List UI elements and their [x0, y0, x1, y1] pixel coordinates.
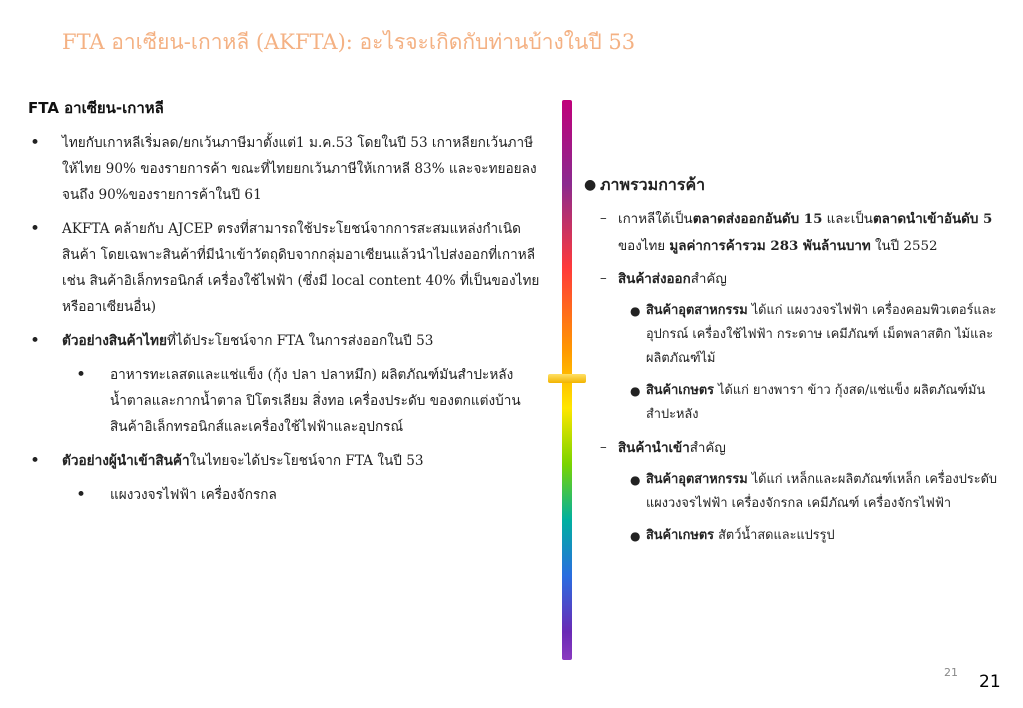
bullet-item [28, 328, 548, 354]
level3-text: ได้แก่ แผงวงจรไฟฟ้า เครื่องคอมพิวเตอร์และอุปกรณ์ เครื่องใช้ไฟฟ้า กระดาษ เคมีภัณฑ์ เม็ดพลาสติก ไม้และผลิตภัณฑ์ไม้ [646, 303, 997, 366]
slide-title: FTA อาเซียน-เกาหลี (AKFTA): อะไรจะเกิดกับท่านบ้างในปี 53 [62, 30, 636, 54]
level3-bold-text: สินค้าอุตสาหกรรม [646, 303, 748, 318]
dash-text: และเป็น [822, 212, 873, 227]
bullet-text: ในไทยจะได้ประโยชน์จาก FTA ในปี 53 [189, 453, 424, 469]
bullet-item [28, 216, 548, 320]
left-column [28, 96, 548, 516]
bullet-icon: • [30, 451, 41, 471]
dash-icon: – [600, 440, 607, 455]
level3-item [584, 299, 1004, 371]
dash-icon: – [600, 271, 607, 286]
bullet-icon: • [30, 219, 41, 239]
level3-item [584, 379, 1004, 427]
dash-text: ของไทย [618, 239, 670, 254]
level3-bold-text: สินค้าเกษตร [646, 528, 715, 543]
bullet-item [28, 448, 548, 474]
dash-text: ในปี 2552 [870, 239, 938, 254]
sub-bullet-item [28, 362, 548, 440]
dash-item [584, 435, 1004, 462]
dash-bold-text: ตลาดนำเข้าอันดับ 5 [872, 211, 993, 227]
dash-icon: – [600, 211, 607, 226]
dash-item [584, 206, 1004, 260]
level3-text: ได้แก่ ยางพารา ข้าว กุ้งสด/แช่แข็ง ผลิตภัณฑ์มันสำปะหลัง [646, 383, 986, 422]
bullet-text: ที่ได้ประโยชน์จาก FTA ในการส่งออกในปี 53 [166, 333, 434, 349]
bullet-bold-text: ตัวอย่างผู้นำเข้าสินค้า [62, 453, 190, 469]
dash-bold-text: สินค้านำเข้า [618, 440, 690, 456]
bullet-icon: ● [630, 304, 641, 318]
dash-text: สำคัญ [689, 441, 726, 456]
dash-text: เกาหลีใต้เป็น [618, 212, 693, 227]
bullet-item [28, 130, 548, 208]
sub-bullet-text: แผงวงจรไฟฟ้า เครื่องจักรกล [110, 487, 277, 503]
dash-item [584, 266, 1004, 293]
bullet-icon: • [76, 365, 87, 385]
right-heading-text: ภาพรวมการค้า [600, 175, 706, 194]
right-heading [584, 170, 1004, 200]
level3-text: สัตว์น้ำสดและแปรรูป [714, 528, 835, 543]
bullet-text: AKFTA คล้ายกับ AJCEP ตรงที่สามารถใช้ประโยชน์จากการสะสมแหล่งกำเนิดสินค้า โดยเฉพาะสินค้าที่มีนำเข้าวัตถุดิบจากกลุ่มอาเซียนแล้วนำไปส่งออกที่เกาหลี เช่น สินค้าอิเล็กทรอนิกส์ เครื่องใช้ไฟฟ้า (ซึ่งมี local content 40% ที่เป็นของไทยหรืออาเซียนอื่น) [62, 221, 540, 315]
sub-bullet-text: อาหารทะเลสดและแช่แข็ง (กุ้ง ปลา ปลาหมึก) ผลิตภัณฑ์มันสำปะหลัง น้ำตาลและกากน้ำตาล ปิโตรเลียม สิ่งทอ เครื่องประดับ ของตกแต่งบ้าน สินค้าอิเล็กทรอนิกส์และเครื่องใช้ไฟฟ้าและอุปกรณ์ [110, 367, 521, 435]
bullet-icon: ● [630, 529, 641, 543]
dash-text: สำคัญ [690, 272, 727, 287]
level3-item [584, 524, 1004, 548]
right-column [584, 170, 1004, 556]
bullet-text: ไทยกับเกาหลีเริ่มลด/ยกเว้นภาษีมาตั้งแต่1 ม.ค.53 โดยในปี 53 เกาหลียกเว้นภาษีให้ไทย 90% ของรายการค้า ขณะที่ไทยยกเว้นภาษีให้เกาหลี 83% และจะทยอยลงจนถึง 90%ของรายการค้าในปี 61 [62, 135, 537, 203]
page-number-small: 21 [944, 666, 958, 679]
level3-text: ได้แก่ เหล็กและผลิตภัณฑ์เหล็ก เครื่องประดับ แผงวงจรไฟฟ้า เครื่องจักรกล เคมีภัณฑ์ เครื่องจักรไฟฟ้า [646, 472, 998, 511]
bullet-icon: ● [584, 177, 597, 193]
level3-bold-text: สินค้าอุตสาหกรรม [646, 472, 748, 487]
section-heading: FTA อาเซียน-เกาหลี [28, 99, 164, 117]
bullet-icon: • [30, 331, 41, 351]
bullet-icon: • [30, 133, 41, 153]
dash-bold-text: สินค้าส่งออก [618, 271, 691, 287]
page-number: 21 [979, 672, 1001, 692]
level3-bold-text: สินค้าเกษตร [646, 383, 715, 398]
bullet-icon: ● [630, 473, 641, 487]
sub-bullet-item [28, 482, 548, 508]
level3-item [584, 468, 1004, 516]
divider-crossbar [548, 374, 586, 383]
bullet-icon: • [76, 485, 87, 505]
bullet-icon: ● [630, 384, 641, 398]
dash-bold-text: ตลาดส่งออกอันดับ 15 [692, 211, 823, 227]
bullet-bold-text: ตัวอย่างสินค้าไทย [62, 333, 167, 349]
dash-bold-text: มูลค่าการค้ารวม 283 พันล้านบาท [669, 238, 871, 254]
